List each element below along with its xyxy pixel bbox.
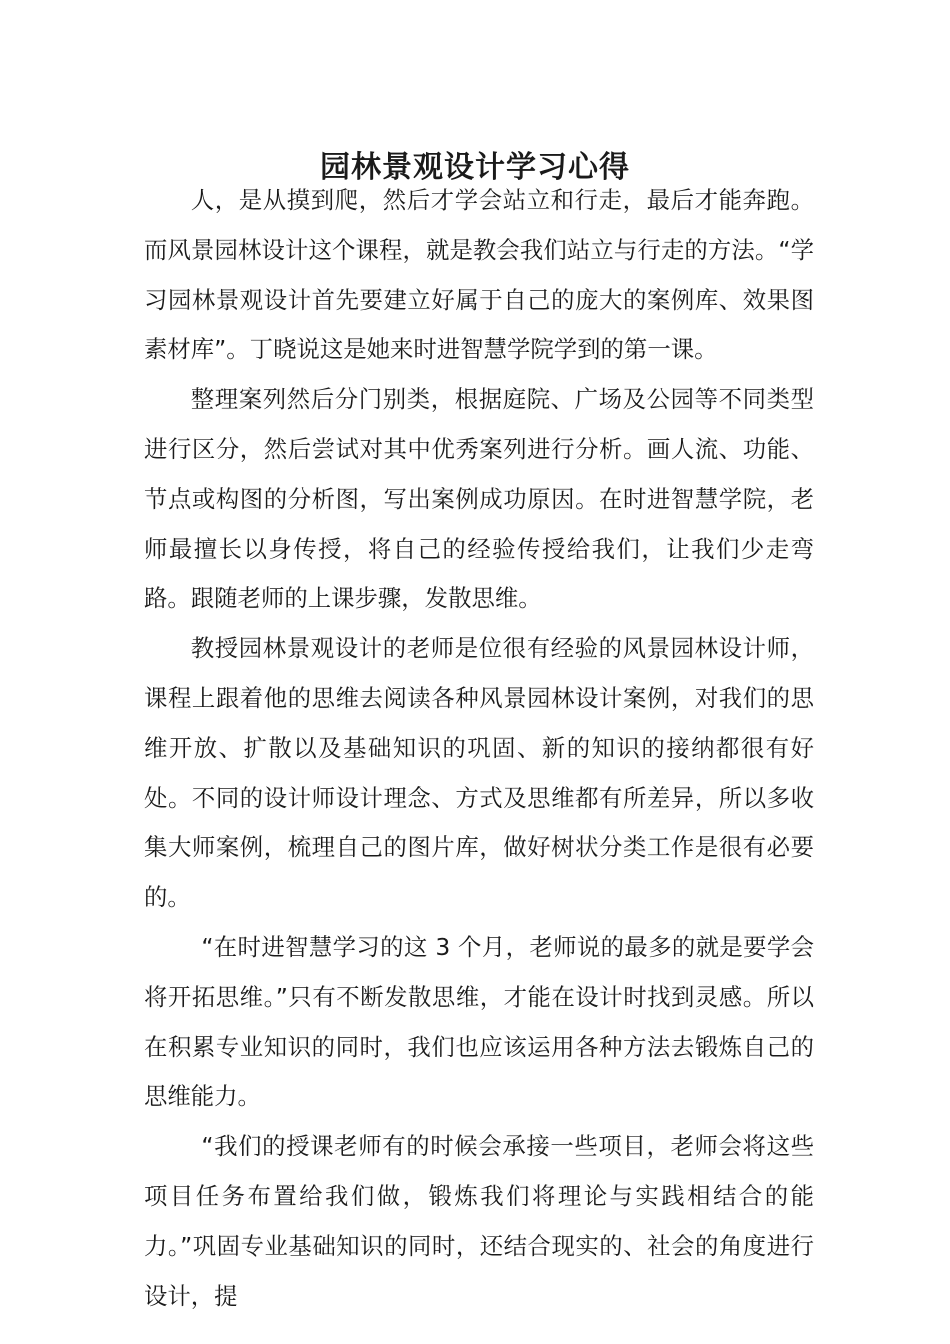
paragraph-1: 人，是从摸到爬，然后才学会站立和行走，最后才能奔跑。而风景园林设计这个课程，就是教会我们站立与行走的方法。“学习园林景观设计首先要建立好属于自己的庞大的案例库、效果图素材库”。丁晓说这是她来时进智慧学院学到的第一课。 [144, 186, 814, 364]
paragraph-5: “我们的授课老师有的时候会承接一些项目，老师会将这些项目任务布置给我们做，锻炼我们将理论与实践相结合的能力。”巩固专业基础知识的同时，还结合现实的、社会的角度进行设计，提 [144, 1132, 814, 1310]
paragraph-4: “在时进智慧学习的这 3 个月，老师说的最多的就是要学会将开拓思维。”只有不断发散思维，才能在设计时找到灵感。所以在积累专业知识的同时，我们也应该运用各种方法去锻炼自己的思维能力。 [144, 932, 814, 1111]
document-title: 园林景观设计学习心得 [320, 150, 630, 186]
paragraph-2: 整理案列然后分门别类，根据庭院、广场及公园等不同类型进行区分，然后尝试对其中优秀案列进行分析。画人流、功能、节点或构图的分析图，写出案例成功原因。在时进智慧学院，老师最擅长以身传授，将自己的经验传授给我们，让我们少走弯路。跟随老师的上课步骤，发散思维。 [144, 385, 814, 613]
document-body [144, 176, 814, 1321]
paragraph-3: 教授园林景观设计的老师是位很有经验的风景园林设计师，课程上跟着他的思维去阅读各种风景园林设计案例，对我们的思维开放、扩散以及基础知识的巩固、新的知识的接纳都很有好处。不同的设计师设计理念、方式及思维都有所差异，所以多收集大师案例，梳理自己的图片库，做好树状分类工作是很有必要的。 [144, 634, 814, 912]
